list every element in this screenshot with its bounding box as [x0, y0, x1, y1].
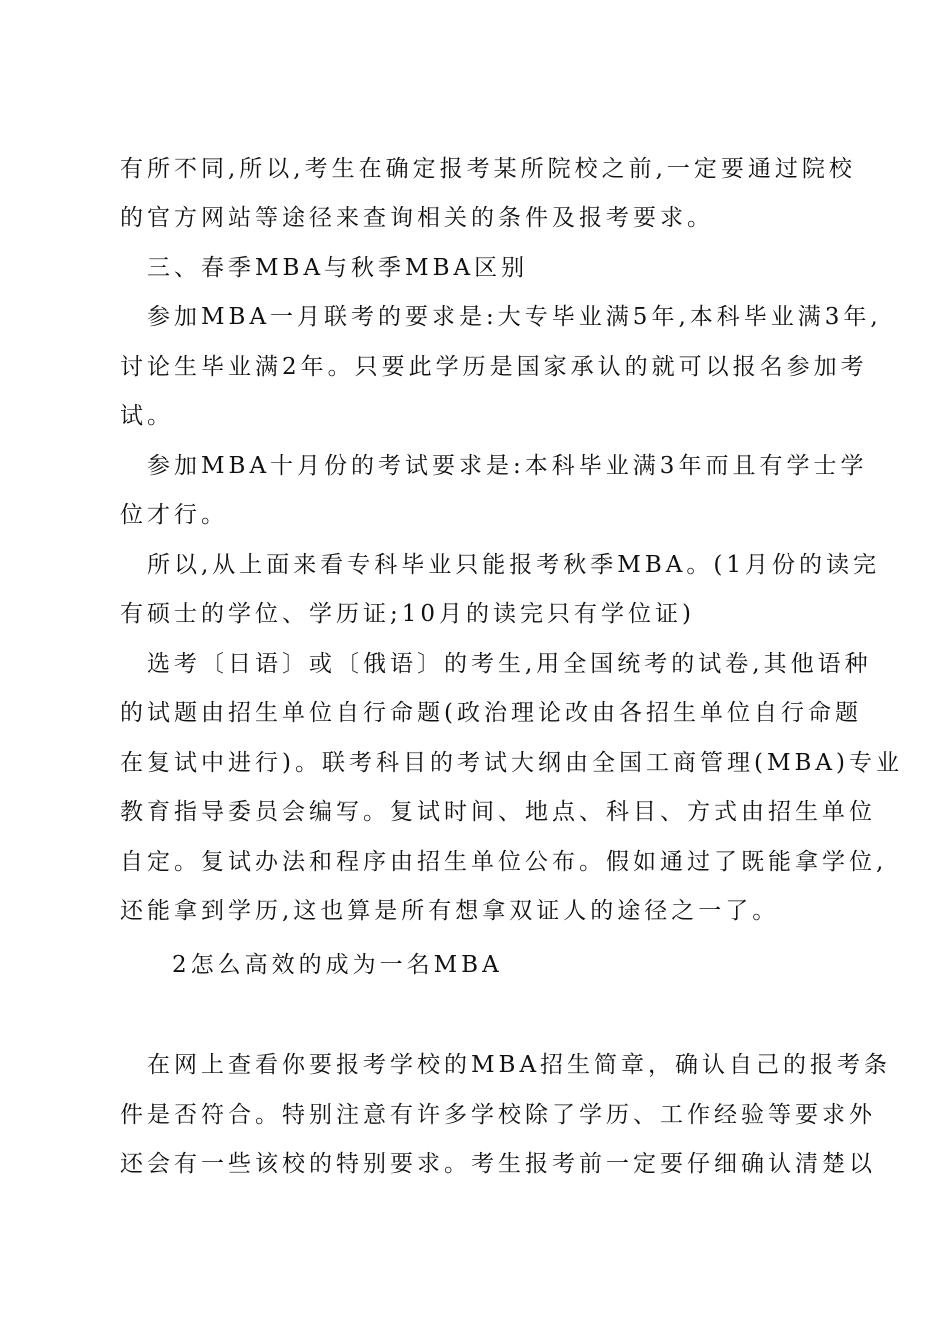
text-line: 有硕士的学位、学历证;10月的读完只有学位证)	[120, 601, 695, 627]
text-line: 参加MBA一月联考的要求是:大专毕业满5年,本科毕业满3年,	[147, 304, 882, 330]
text-line: 在网上查看你要报考学校的MBA招生简章，确认自己的报考条	[147, 1052, 892, 1078]
section-heading: 三、春季MBA与秋季MBA区别	[147, 255, 529, 281]
section-heading: 2怎么高效的成为一名MBA	[172, 952, 503, 978]
text-line: 所以,从上面来看专科毕业只能报考秋季MBA。(1月份的读完	[147, 552, 880, 578]
text-line: 还能拿到学历,这也算是所有想拿双证人的途径之一了。	[120, 898, 780, 924]
text-line: 讨论生毕业满2年。只要此学历是国家承认的就可以报名参加考	[120, 354, 868, 380]
text-line: 在复试中进行)。联考科目的考试大纲由全国工商管理(MBA)专业	[120, 750, 903, 776]
text-line: 的试题由招生单位自行命题(政治理论改由各招生单位自行命题	[120, 700, 862, 726]
text-line: 的官方网站等途径来查询相关的条件及报考要求。	[120, 205, 714, 231]
text-line: 选考〔日语〕或〔俄语〕的考生,用全国统考的试卷,其他语种	[147, 651, 872, 677]
text-line: 参加MBA十月份的考试要求是:本科毕业满3年而且有学士学	[147, 453, 868, 479]
text-line: 教育指导委员会编写。复试时间、地点、科目、方式由招生单位	[120, 799, 876, 825]
text-line: 件是否符合。特别注意有许多学校除了学历、工作经验等要求外	[120, 1102, 876, 1128]
text-line: 位才行。	[120, 502, 228, 528]
text-line: 还会有一些该校的特别要求。考生报考前一定要仔细确认清楚以	[120, 1151, 876, 1177]
text-line: 试。	[120, 403, 174, 429]
text-line: 自定。复试办法和程序由招生单位公布。假如通过了既能拿学位,	[120, 849, 888, 875]
text-line: 有所不同,所以,考生在确定报考某所院校之前,一定要通过院校	[120, 156, 856, 182]
